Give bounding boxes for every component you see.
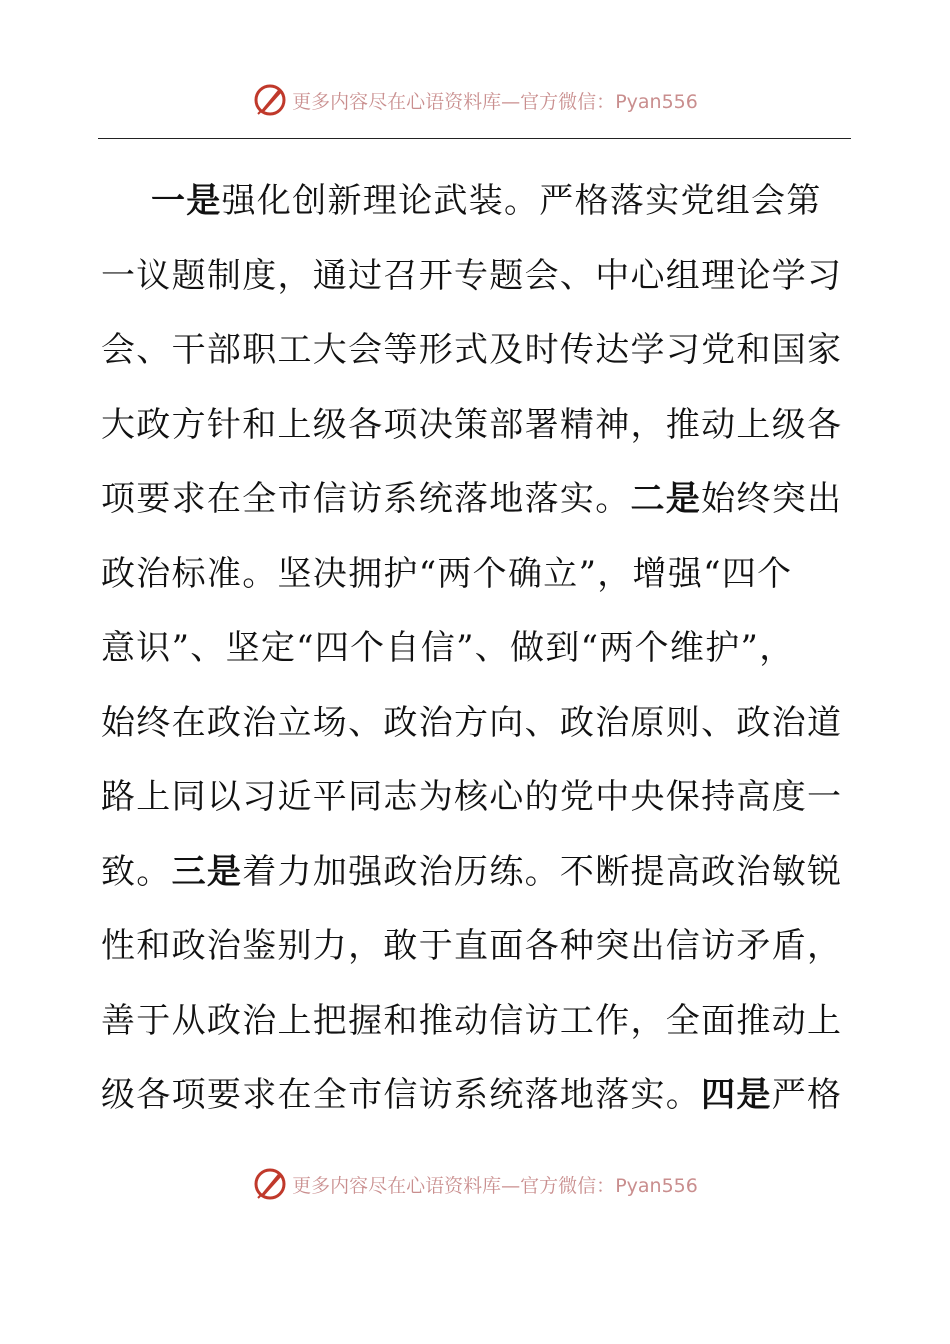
- paragraph-line: 一是强化创新理论武装。严格落实党组会第: [151, 181, 822, 221]
- header-banner-text: 更多内容尽在心语资料库—官方微信：Pyan556: [292, 90, 698, 113]
- paragraph-line: 致。三是着力加强政治历练。不断提高政治敏锐: [101, 851, 843, 892]
- header-divider: [98, 138, 851, 139]
- footer-banner-text: 更多内容尽在心语资料库—官方微信：Pyan556: [292, 1174, 698, 1197]
- paragraph-line: 意识”、坚定“四个自信”、做到“两个维护”，: [101, 628, 795, 668]
- paragraph-line: 会、干部职工大会等形式及时传达学习党和国家: [101, 330, 843, 370]
- paragraph-line: 大政方针和上级各项决策部署精神，推动上级各: [101, 404, 843, 445]
- page-footer-banner: [0, 1162, 950, 1206]
- paragraph-line: 始终在政治立场、政治方向、政治原则、政治道: [101, 702, 843, 743]
- paragraph-line: 善于从政治上把握和推动信访工作，全面推动上: [101, 1000, 843, 1041]
- paragraph-line: 政治标准。坚决拥护“两个确立”，增强“四个: [101, 553, 793, 594]
- paragraph-line: 项要求在全市信访系统落地落实。二是始终突出: [101, 479, 843, 519]
- quill-logo-icon: [252, 1166, 288, 1202]
- quill-logo-icon: [252, 82, 288, 118]
- page-header-banner: [0, 78, 950, 122]
- document-body: [101, 164, 853, 1133]
- paragraph-line: 一议题制度，通过召开专题会、中心组理论学习: [101, 255, 843, 296]
- paragraph-line: 路上同以习近平同志为核心的党中央保持高度一: [101, 777, 843, 817]
- paragraph-line: 性和政治鉴别力，敢于直面各种突出信访矛盾，: [101, 926, 843, 966]
- paragraph-line: 级各项要求在全市信访系统落地落实。四是严格: [101, 1075, 843, 1115]
